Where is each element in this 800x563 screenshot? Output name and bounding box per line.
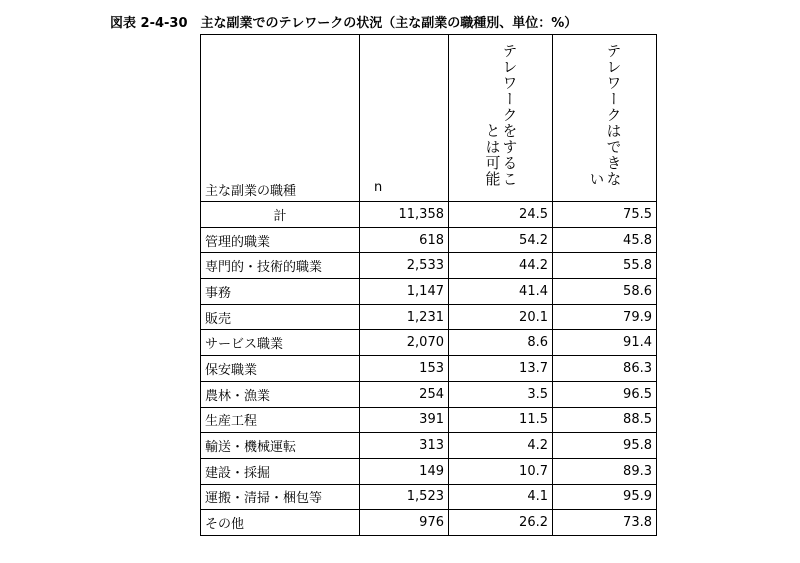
table-row bbox=[201, 458, 657, 484]
telework-impossible-cell: 96.5 bbox=[553, 381, 657, 407]
telework-impossible-cell: 58.6 bbox=[553, 279, 657, 305]
occupation-cell: サービス職業 bbox=[201, 330, 360, 356]
n-cell: 11,358 bbox=[360, 202, 449, 228]
n-cell: 254 bbox=[360, 381, 449, 407]
telework-impossible-cell: 91.4 bbox=[553, 330, 657, 356]
table-row bbox=[201, 407, 657, 433]
telework-possible-cell: 44.2 bbox=[449, 253, 553, 279]
table-row bbox=[201, 484, 657, 510]
n-cell: 391 bbox=[360, 407, 449, 433]
telework-possible-cell: 26.2 bbox=[449, 510, 553, 536]
n-cell: 149 bbox=[360, 458, 449, 484]
occupation-cell: 運搬・清掃・梱包等 bbox=[201, 484, 360, 510]
table-row bbox=[201, 227, 657, 253]
header-telework-impossible bbox=[553, 35, 657, 202]
occupation-cell: 管理的職業 bbox=[201, 227, 360, 253]
table-row bbox=[201, 304, 657, 330]
telework-possible-cell: 54.2 bbox=[449, 227, 553, 253]
telework-impossible-cell: 88.5 bbox=[553, 407, 657, 433]
occupation-cell: 保安職業 bbox=[201, 356, 360, 382]
telework-possible-cell: 4.2 bbox=[449, 433, 553, 459]
n-cell: 2,533 bbox=[360, 253, 449, 279]
table-row bbox=[201, 279, 657, 305]
table-row bbox=[201, 330, 657, 356]
occupation-cell: 販売 bbox=[201, 304, 360, 330]
header-n: n bbox=[360, 35, 449, 202]
n-cell: 153 bbox=[360, 356, 449, 382]
telework-possible-cell: 13.7 bbox=[449, 356, 553, 382]
telework-impossible-cell: 45.8 bbox=[553, 227, 657, 253]
occupation-cell: 建設・採掘 bbox=[201, 458, 360, 484]
occupation-cell: 農林・漁業 bbox=[201, 381, 360, 407]
header-occupation: 主な副業の職種 bbox=[201, 35, 360, 202]
telework-impossible-cell: 55.8 bbox=[553, 253, 657, 279]
table-row bbox=[201, 356, 657, 382]
telework-possible-cell: 24.5 bbox=[449, 202, 553, 228]
telework-impossible-cell: 75.5 bbox=[553, 202, 657, 228]
telework-impossible-cell: 86.3 bbox=[553, 356, 657, 382]
telework-possible-cell: 10.7 bbox=[449, 458, 553, 484]
telework-impossible-cell: 95.9 bbox=[553, 484, 657, 510]
n-cell: 1,147 bbox=[360, 279, 449, 305]
telework-possible-cell: 11.5 bbox=[449, 407, 553, 433]
header-telework-impossible-text: テレワークはできない bbox=[587, 43, 623, 187]
occupation-cell: 事務 bbox=[201, 279, 360, 305]
telework-possible-cell: 20.1 bbox=[449, 304, 553, 330]
telework-impossible-cell: 73.8 bbox=[553, 510, 657, 536]
table-row bbox=[201, 433, 657, 459]
occupation-cell: 専門的・技術的職業 bbox=[201, 253, 360, 279]
header-telework-possible bbox=[449, 35, 553, 202]
n-cell: 2,070 bbox=[360, 330, 449, 356]
n-cell: 1,231 bbox=[360, 304, 449, 330]
table-body bbox=[201, 202, 657, 536]
telework-possible-cell: 8.6 bbox=[449, 330, 553, 356]
header-row bbox=[201, 35, 657, 202]
telework-possible-cell: 4.1 bbox=[449, 484, 553, 510]
telework-impossible-cell: 79.9 bbox=[553, 304, 657, 330]
table-title: 図表 2-4-30 主な副業でのテレワークの状況（主な副業の職種別、単位：%） bbox=[110, 16, 578, 31]
occupation-cell: 計 bbox=[201, 202, 360, 228]
n-cell: 976 bbox=[360, 510, 449, 536]
telework-impossible-cell: 89.3 bbox=[553, 458, 657, 484]
occupation-cell: 生産工程 bbox=[201, 407, 360, 433]
telework-possible-cell: 41.4 bbox=[449, 279, 553, 305]
n-cell: 618 bbox=[360, 227, 449, 253]
occupation-cell: 輸送・機械運転 bbox=[201, 433, 360, 459]
table-row bbox=[201, 381, 657, 407]
n-cell: 313 bbox=[360, 433, 449, 459]
telework-possible-cell: 3.5 bbox=[449, 381, 553, 407]
occupation-cell: その他 bbox=[201, 510, 360, 536]
table-row bbox=[201, 202, 657, 228]
n-cell: 1,523 bbox=[360, 484, 449, 510]
table-row bbox=[201, 253, 657, 279]
table-row bbox=[201, 510, 657, 536]
telework-impossible-cell: 95.8 bbox=[553, 433, 657, 459]
header-telework-possible-text: テレワークをすることは可能 bbox=[483, 43, 519, 187]
telework-table bbox=[200, 34, 657, 536]
